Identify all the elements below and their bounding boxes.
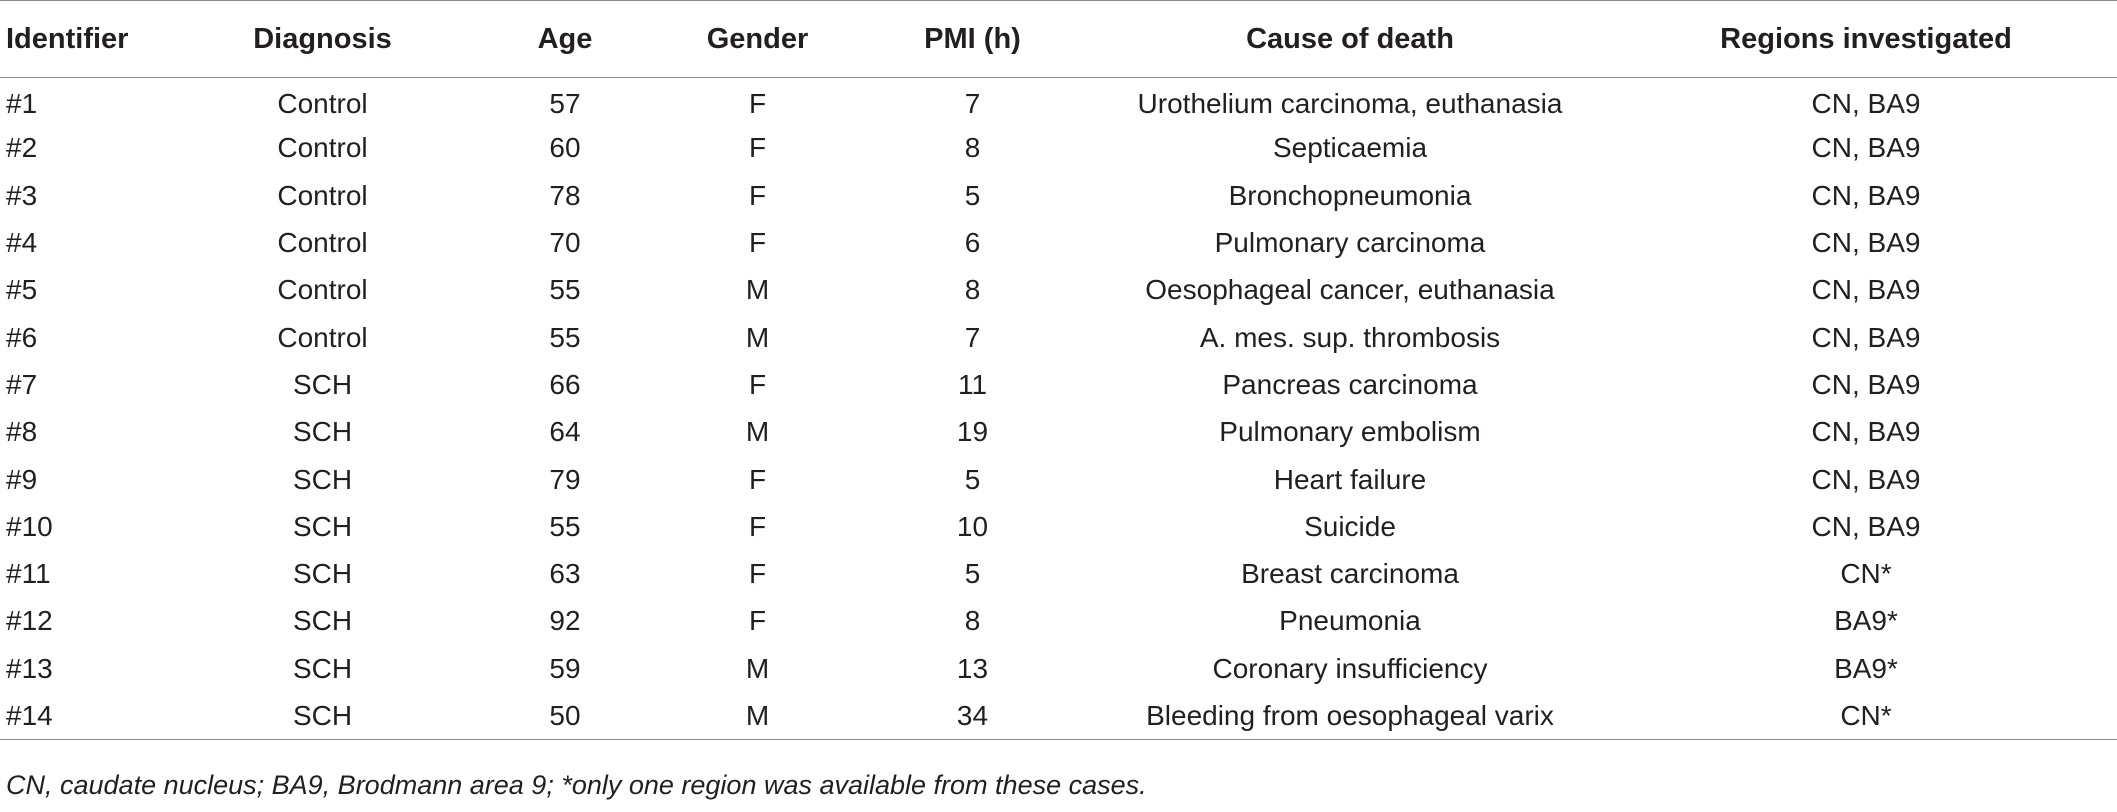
- cell-gender: F: [748, 558, 767, 590]
- cell-identifier: #4: [6, 227, 38, 259]
- cell-gender: M: [745, 416, 770, 448]
- cell-age: 55: [549, 510, 581, 542]
- table-row: [0, 692, 2117, 739]
- cell-identifier: #5: [6, 274, 38, 306]
- cell-cause-of-death: A. mes. sup. thrombosis: [1199, 321, 1501, 353]
- cell-age: 92: [549, 605, 581, 637]
- cell-regions-investigated: CN, BA9: [1811, 179, 1921, 211]
- cell-pmi: 10: [956, 510, 989, 542]
- cell-gender: F: [748, 179, 767, 211]
- cell-cause-of-death: Coronary insufficiency: [1212, 652, 1488, 684]
- cell-diagnosis: SCH: [292, 368, 353, 400]
- cell-regions-investigated: BA9*: [1834, 605, 1898, 637]
- cell-gender: F: [748, 463, 767, 495]
- cell-regions-investigated: CN, BA9: [1811, 227, 1921, 259]
- cell-gender: M: [745, 652, 770, 684]
- cell-cause-of-death: Bleeding from oesophageal varix: [1085, 692, 1615, 739]
- cell-identifier: #14: [0, 692, 170, 739]
- table-row: [0, 78, 2117, 125]
- cell-identifier: #11: [6, 558, 51, 590]
- table-header: [0, 1, 2117, 78]
- table-row: [0, 314, 2117, 361]
- cell-identifier: #7: [6, 368, 38, 400]
- cell-gender: F: [748, 227, 767, 259]
- table-row: [0, 409, 2117, 456]
- cell-cause-of-death: Bronchopneumonia: [1228, 179, 1472, 211]
- cell-regions-investigated: CN*: [1615, 692, 2117, 739]
- cell-cause-of-death: Pulmonary embolism: [1219, 416, 1481, 448]
- cell-cause-of-death: Septicaemia: [1272, 132, 1428, 164]
- cell-pmi: 11: [957, 368, 988, 400]
- cell-diagnosis: Control: [277, 321, 368, 353]
- cell-regions-investigated: CN, BA9: [1811, 88, 1921, 120]
- cell-pmi: 7: [964, 88, 981, 120]
- cell-cause-of-death: Pulmonary carcinoma: [1214, 227, 1486, 259]
- cell-pmi: 8: [964, 605, 981, 637]
- cell-cause-of-death: Suicide: [1304, 510, 1396, 542]
- header-diagnosis: Diagnosis: [170, 1, 475, 78]
- cell-diagnosis: SCH: [292, 605, 353, 637]
- cell-regions-investigated: CN, BA9: [1811, 321, 1921, 353]
- cell-gender: M: [745, 321, 770, 353]
- cell-age: 70: [549, 227, 581, 259]
- cell-age: 50: [475, 692, 655, 739]
- cell-gender: F: [748, 510, 767, 542]
- cell-gender: M: [745, 274, 770, 306]
- cell-identifier: #1: [6, 88, 38, 120]
- cell-age: 79: [549, 463, 581, 495]
- cell-diagnosis: SCH: [292, 558, 353, 590]
- cell-diagnosis: Control: [277, 227, 368, 259]
- cell-age: 66: [549, 368, 581, 400]
- cell-identifier: #9: [6, 463, 38, 495]
- table-row: [0, 267, 2117, 314]
- table-footnote: CN, caudate nucleus; BA9, Brodmann area 9; *only one region was available from these cases.: [6, 770, 1147, 800]
- header-age: Age: [475, 1, 655, 78]
- cell-diagnosis: SCH: [292, 510, 353, 542]
- header-cause-of-death: Cause of death: [1085, 1, 1615, 78]
- header-row: [0, 1, 2117, 78]
- table-row: [0, 598, 2117, 645]
- cell-pmi: 5: [964, 558, 981, 590]
- cell-age: 55: [549, 321, 581, 353]
- cell-diagnosis: SCH: [170, 692, 475, 739]
- header-pmi: PMI (h): [860, 1, 1085, 78]
- cell-cause-of-death: Pneumonia: [1279, 605, 1421, 637]
- table-row: [0, 550, 2117, 597]
- cell-regions-investigated: CN, BA9: [1811, 132, 1921, 164]
- cell-gender: F: [748, 605, 767, 637]
- cell-diagnosis: SCH: [292, 652, 353, 684]
- table-row: [0, 503, 2117, 550]
- cell-pmi: 34: [860, 692, 1085, 739]
- table-row: [0, 456, 2117, 503]
- cell-gender: M: [655, 692, 860, 739]
- cell-identifier: #3: [6, 179, 38, 211]
- cell-age: 64: [549, 416, 581, 448]
- cell-identifier: #10: [6, 510, 53, 542]
- cell-age: 57: [549, 88, 581, 120]
- cell-age: 78: [549, 179, 581, 211]
- cell-regions-investigated: CN, BA9: [1811, 510, 1921, 542]
- cell-diagnosis: Control: [277, 179, 368, 211]
- cell-identifier: #2: [6, 132, 38, 164]
- cell-regions-investigated: CN*: [1840, 558, 1892, 590]
- cell-identifier: #6: [6, 321, 38, 353]
- table-row: [0, 219, 2117, 266]
- cell-diagnosis: Control: [277, 88, 368, 120]
- cell-gender: F: [748, 132, 767, 164]
- cell-diagnosis: Control: [277, 274, 368, 306]
- cell-pmi: 5: [964, 463, 981, 495]
- cell-regions-investigated: CN, BA9: [1811, 274, 1921, 306]
- cell-identifier: #13: [6, 652, 53, 684]
- cell-cause-of-death: Oesophageal cancer, euthanasia: [1145, 274, 1555, 306]
- cell-pmi: 19: [956, 416, 989, 448]
- cell-identifier: #8: [6, 416, 38, 448]
- table-row: [0, 125, 2117, 172]
- cell-age: 59: [549, 652, 581, 684]
- cell-pmi: 6: [964, 227, 981, 259]
- cell-cause-of-death: Pancreas carcinoma: [1222, 368, 1478, 400]
- cell-diagnosis: Control: [277, 132, 368, 164]
- header-identifier: Identifier: [0, 1, 170, 78]
- cell-pmi: 8: [964, 274, 981, 306]
- table-row: [0, 645, 2117, 692]
- cell-pmi: 7: [964, 321, 981, 353]
- cell-age: 55: [549, 274, 581, 306]
- cell-gender: F: [748, 88, 767, 120]
- cell-age: 63: [549, 558, 581, 590]
- cell-diagnosis: SCH: [292, 463, 353, 495]
- cell-gender: F: [748, 368, 767, 400]
- cell-diagnosis: SCH: [292, 416, 353, 448]
- cell-identifier: #12: [6, 605, 53, 637]
- header-regions-investigated: Regions investigated: [1615, 1, 2117, 78]
- table-row: [0, 361, 2117, 408]
- cell-regions-investigated: CN, BA9: [1811, 416, 1921, 448]
- cell-cause-of-death: Breast carcinoma: [1241, 558, 1459, 590]
- cell-regions-investigated: BA9*: [1834, 652, 1898, 684]
- table-body: [0, 78, 2117, 740]
- cell-pmi: 13: [956, 652, 989, 684]
- cell-regions-investigated: CN, BA9: [1811, 368, 1921, 400]
- cell-age: 60: [549, 132, 581, 164]
- header-gender: Gender: [655, 1, 860, 78]
- cell-cause-of-death: Urothelium carcinoma, euthanasia: [1137, 88, 1563, 120]
- cell-pmi: 8: [964, 132, 981, 164]
- table-row: [0, 172, 2117, 219]
- cell-pmi: 5: [964, 179, 981, 211]
- cell-cause-of-death: Heart failure: [1273, 463, 1427, 495]
- cell-regions-investigated: CN, BA9: [1811, 463, 1921, 495]
